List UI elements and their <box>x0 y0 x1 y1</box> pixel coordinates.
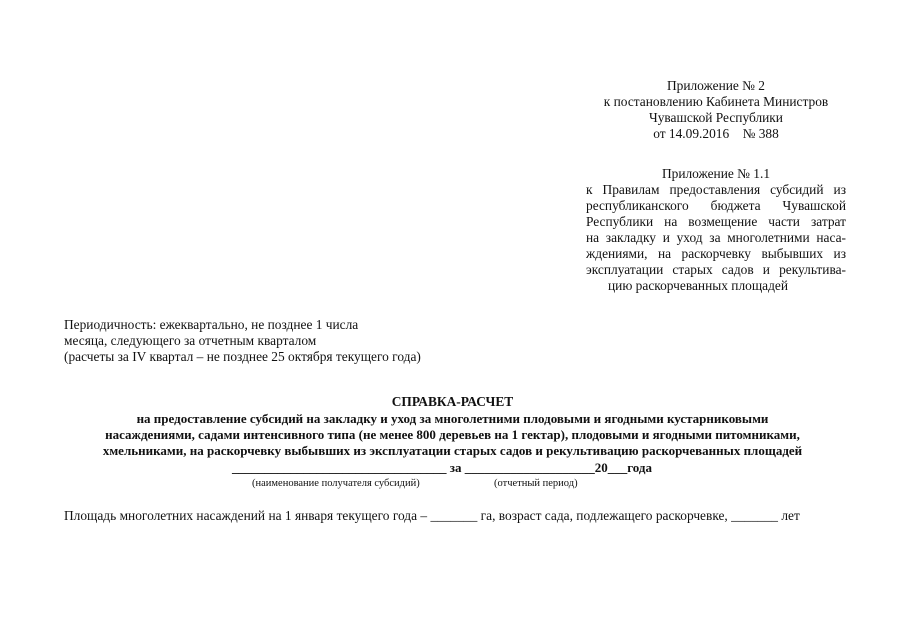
recipient-caption: (наименование получателя субсидий) <box>252 478 420 489</box>
appendix11-line-6: эксплуатации старых садов и рекультива- <box>586 262 846 277</box>
appendix2-line-3: от 14.09.2016 № 388 <box>653 126 779 141</box>
periodicity-line-3: (расчеты за IV квартал – не позднее 25 октября текущего года) <box>64 349 421 364</box>
appendix11-line-1: к Правилам предоставления субсидий из <box>586 182 846 197</box>
document-subtitle-line-1: на предоставление субсидий на закладку и уход за многолетними плодовыми и ягодными кустарниковыми <box>136 411 769 426</box>
appendix2-line-1: к постановлению Кабинета Министров <box>603 94 829 109</box>
periodicity-line-1: Периодичность: ежеквартально, не позднее 1 числа <box>64 317 359 332</box>
appendix11-line-3: Республики на возмещение части затрат <box>586 214 846 229</box>
appendix11-line-4: на закладку и уход за многолетними наса- <box>586 230 846 245</box>
period-caption: (отчетный период) <box>494 478 578 489</box>
recipient-period-fill-line: _________________________________ за ____________________20___года <box>232 460 653 475</box>
area-line: Площадь многолетних насаждений на 1 января текущего года – _______ га, возраст сада, подлежащего раскорчевке, _______ лет <box>64 508 800 523</box>
document-subtitle-line-2: насаждениями, садами интенсивного типа (не менее 800 деревьев на 1 гектар), плодовыми и ягодными питомниками, <box>105 427 800 442</box>
appendix11-line-5: ждениями, на раскорчевку выбывших из <box>586 246 846 261</box>
appendix11-title: Приложение № 1.1 <box>661 166 771 181</box>
document-subtitle-line-3: хмельниками, на раскорчевку выбывших из эксплуатации старых садов и рекультивацию раскорчеванных площадей <box>102 443 803 458</box>
appendix11-line-2: республиканского бюджета Чувашской <box>586 198 846 213</box>
appendix2-title: Приложение № 2 <box>666 78 766 93</box>
periodicity-line-2: месяца, следующего за отчетным кварталом <box>64 333 317 348</box>
document-title: СПРАВКА-РАСЧЕТ <box>391 394 514 409</box>
appendix11-line-7: цию раскорчеванных площадей <box>608 278 789 293</box>
appendix2-line-2: Чувашской Республики <box>649 110 783 125</box>
